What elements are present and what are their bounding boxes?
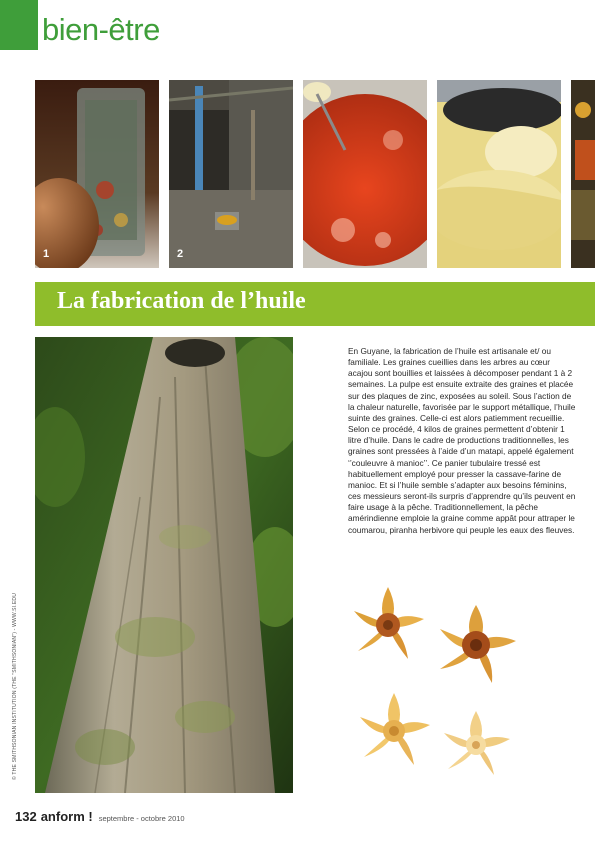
photo-credit: © THE SMITHSONIAN INSTITUTION (THE "SMITHSONIAN") - WWW.SI.EDU [12,592,18,780]
section-title: bien-être [42,12,160,47]
magazine-name: anform ! [40,809,93,824]
photo-5 [571,80,595,268]
photo-2 [169,80,293,268]
title-banner [35,282,595,326]
section-color-block [0,0,38,50]
photo-number: 2 [177,248,184,260]
photo-1 [35,80,159,268]
flowers-illustration [348,585,523,785]
article-body: En Guyane, la fabrication de l’huile est artisanale et/ ou familiale. Les graines cueillies dans les arbres au cœur acajou sont bouillies et laissées à décomposer pendant 1 à 2 semaines. La pulpe est ensuite extraite des graines et placée sur des plaques de zinc, exposées au soleil. Sous l’action de la chaleur naturelle, favorisée par le support métallique, l’huile suinte des graines. Celle-ci est alors patiemment recueillie. Selon ce procédé, 4 kilos de graines permettent d’obtenir 1 litre d’huile. Dans le cadre de productions traditionnelles, les graines sont pressées à l’aide d’un matapi, appelé également ‘’couleuvre à manioc’’. Ce panier tubulaire tressé est habituellement employé pour presser la cassave-farine de manioc. Et si l’huile semble s’adapter aux besoins féminins, ces messieurs seront-ils surpris d’apprendre qu’ils peuvent en faire usage à la pêche. Traditionnellement, la pêche amérindienne emploie la graine comme appât pour attraper le coumarou, piranha herbivore qui peuple les eaux des fleuves. [348,346,576,535]
photo-4 [437,80,561,268]
photo-number: 1 [43,248,50,260]
tree-trunk-photo [35,337,293,793]
page-footer [15,809,185,824]
article-title: La fabrication de l’huile [57,288,306,314]
issue-date: septembre - octobre 2010 [98,814,185,823]
photo-3 [303,80,427,268]
page-number: 132 [15,809,37,824]
